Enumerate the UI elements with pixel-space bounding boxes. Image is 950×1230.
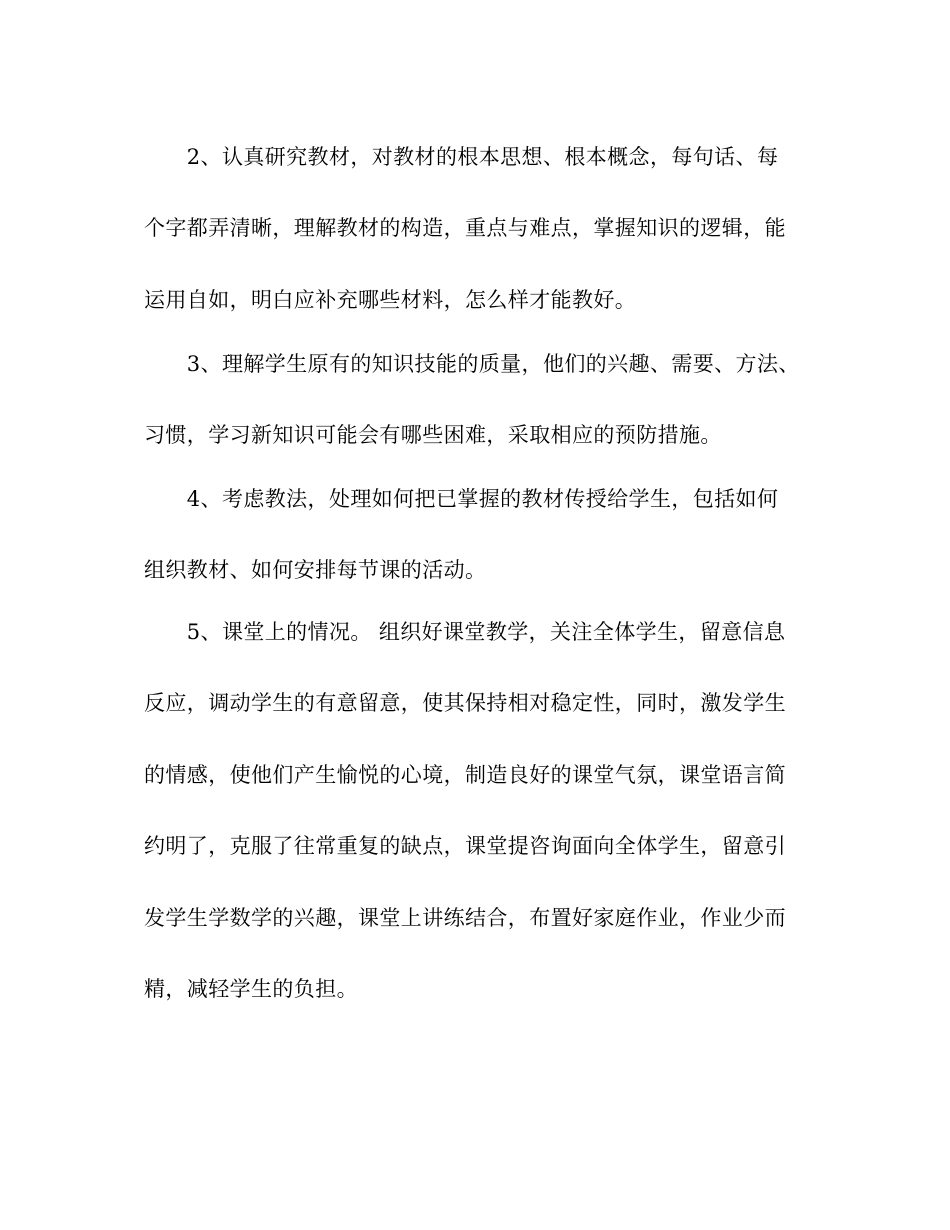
paragraph-5-line-1: 5、课堂上的情况。 组织好课堂教学，关注全体学生，留意信息 [144, 620, 786, 644]
paragraph-2-line-3: 运用自如，明白应补充哪些材料，怎么样才能教好。 [144, 288, 637, 312]
paragraph-5-line-5: 发学生学数学的兴趣，课堂上讲练结合，布置好家庭作业，作业少而 [144, 906, 786, 930]
paragraph-2-line-2: 个字都弄清晰，理解教材的构造，重点与难点，掌握知识的逻辑，能 [144, 216, 786, 240]
paragraph-4-line-2: 组织教材、如何安排每节课的活动。 [144, 558, 487, 582]
paragraph-5-line-4: 约明了，克服了往常重复的缺点，课堂提咨询面向全体学生，留意引 [144, 834, 786, 858]
paragraph-5-line-3: 的情感，使他们产生愉悦的心境，制造良好的课堂气氛，课堂语言简 [144, 763, 786, 787]
paragraph-5-line-6: 精，减轻学生的负担。 [144, 977, 358, 1001]
paragraph-2-line-1: 2、认真研究教材，对教材的根本思想、根本概念，每句话、每 [144, 145, 779, 169]
paragraph-5-line-2: 反应，调动学生的有意留意，使其保持相对稳定性，同时，激发学生 [144, 691, 786, 715]
paragraph-3-line-2: 习惯，学习新知识可能会有哪些困难，采取相应的预防措施。 [144, 423, 722, 447]
paragraph-4-line-1: 4、考虑教法，处理如何把已掌握的教材传授给学生，包括如何 [144, 487, 779, 511]
paragraph-3-line-1: 3、理解学生原有的知识技能的质量，他们的兴趣、需要、方法、 [144, 352, 800, 376]
